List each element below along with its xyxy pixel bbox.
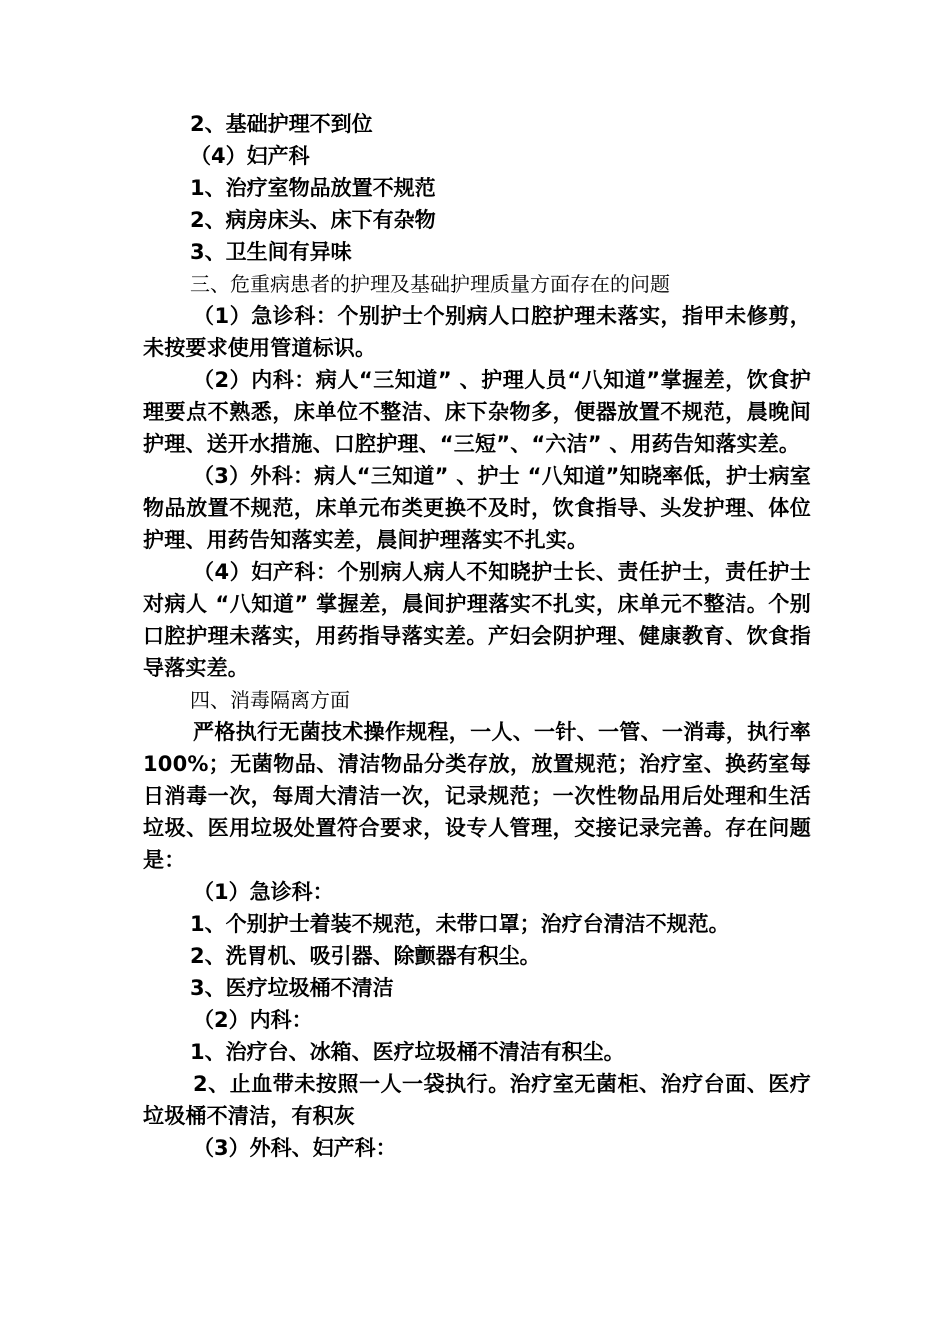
paragraph: （4）妇产科：个别病人病人不知晓护士长、责任护士，责任护士对病人 “八知道” 掌握差，晨间护理落实不扎实，床单元不整洁。个别口腔护理未落实，用药指导落实差。产妇会阴护理、健康教育、饮食指导落实差。 [143, 560, 811, 680]
paragraph: 2、止血带未按照一人一袋执行。治疗室无菌柜、治疗台面、医疗垃圾桶不清洁，有积灰 [143, 1072, 811, 1128]
list-item: 2、基础护理不到位 [190, 112, 373, 136]
list-item: 2、洗胃机、吸引器、除颤器有积尘。 [190, 944, 541, 968]
list-item: 1、治疗台、冰箱、医疗垃圾桶不清洁有积尘。 [190, 1040, 625, 1064]
paragraph: （3）外科：病人“三知道” 、护士 “八知道”知晓率低，护士病室物品放置不规范，床单元布类更换不及时，饮食指导、头发护理、体位护理、用药告知落实差，晨间护理落实不扎实。 [143, 464, 811, 552]
paragraph: （2）内科：病人“三知道” 、护理人员“八知道”掌握差，饮食护理要点不熟悉，床单位不整洁、床下杂物多，便器放置不规范，晨晚间护理、送开水措施、口腔护理、“三短”、“六洁” 、用药告知落实差。 [143, 368, 811, 456]
subsection-title: （4）妇产科 [190, 144, 310, 168]
list-item: 3、卫生间有异味 [190, 240, 352, 264]
subsection-title: （2）内科： [193, 1008, 313, 1032]
document-body [143, 108, 811, 1164]
list-item: 1、治疗室物品放置不规范 [190, 176, 436, 200]
subsection-title: （3）外科、妇产科： [193, 1136, 397, 1160]
section-heading: 四、消毒隔离方面 [190, 688, 350, 712]
list-item: 3、医疗垃圾桶不清洁 [190, 976, 394, 1000]
list-item: 2、病房床头、床下有杂物 [190, 208, 436, 232]
paragraph: 严格执行无菌技术操作规程，一人、一针、一管、一消毒，执行率100%；无菌物品、清洁物品分类存放，放置规范；治疗室、换药室每日消毒一次，每周大清洁一次，记录规范；一次性物品用后处理和生活垃圾、医用垃圾处置符合要求，设专人管理，交接记录完善。存在问题是： [143, 720, 811, 872]
subsection-title: （1）急诊科： [193, 880, 334, 904]
section-heading: 三、危重病患者的护理及基础护理质量方面存在的问题 [190, 272, 670, 296]
paragraph: （1）急诊科：个别护士个别病人口腔护理未落实，指甲未修剪，未按要求使用管道标识。 [143, 304, 811, 360]
list-item: 1、个别护士着装不规范，未带口罩；治疗台清洁不规范。 [190, 912, 730, 936]
